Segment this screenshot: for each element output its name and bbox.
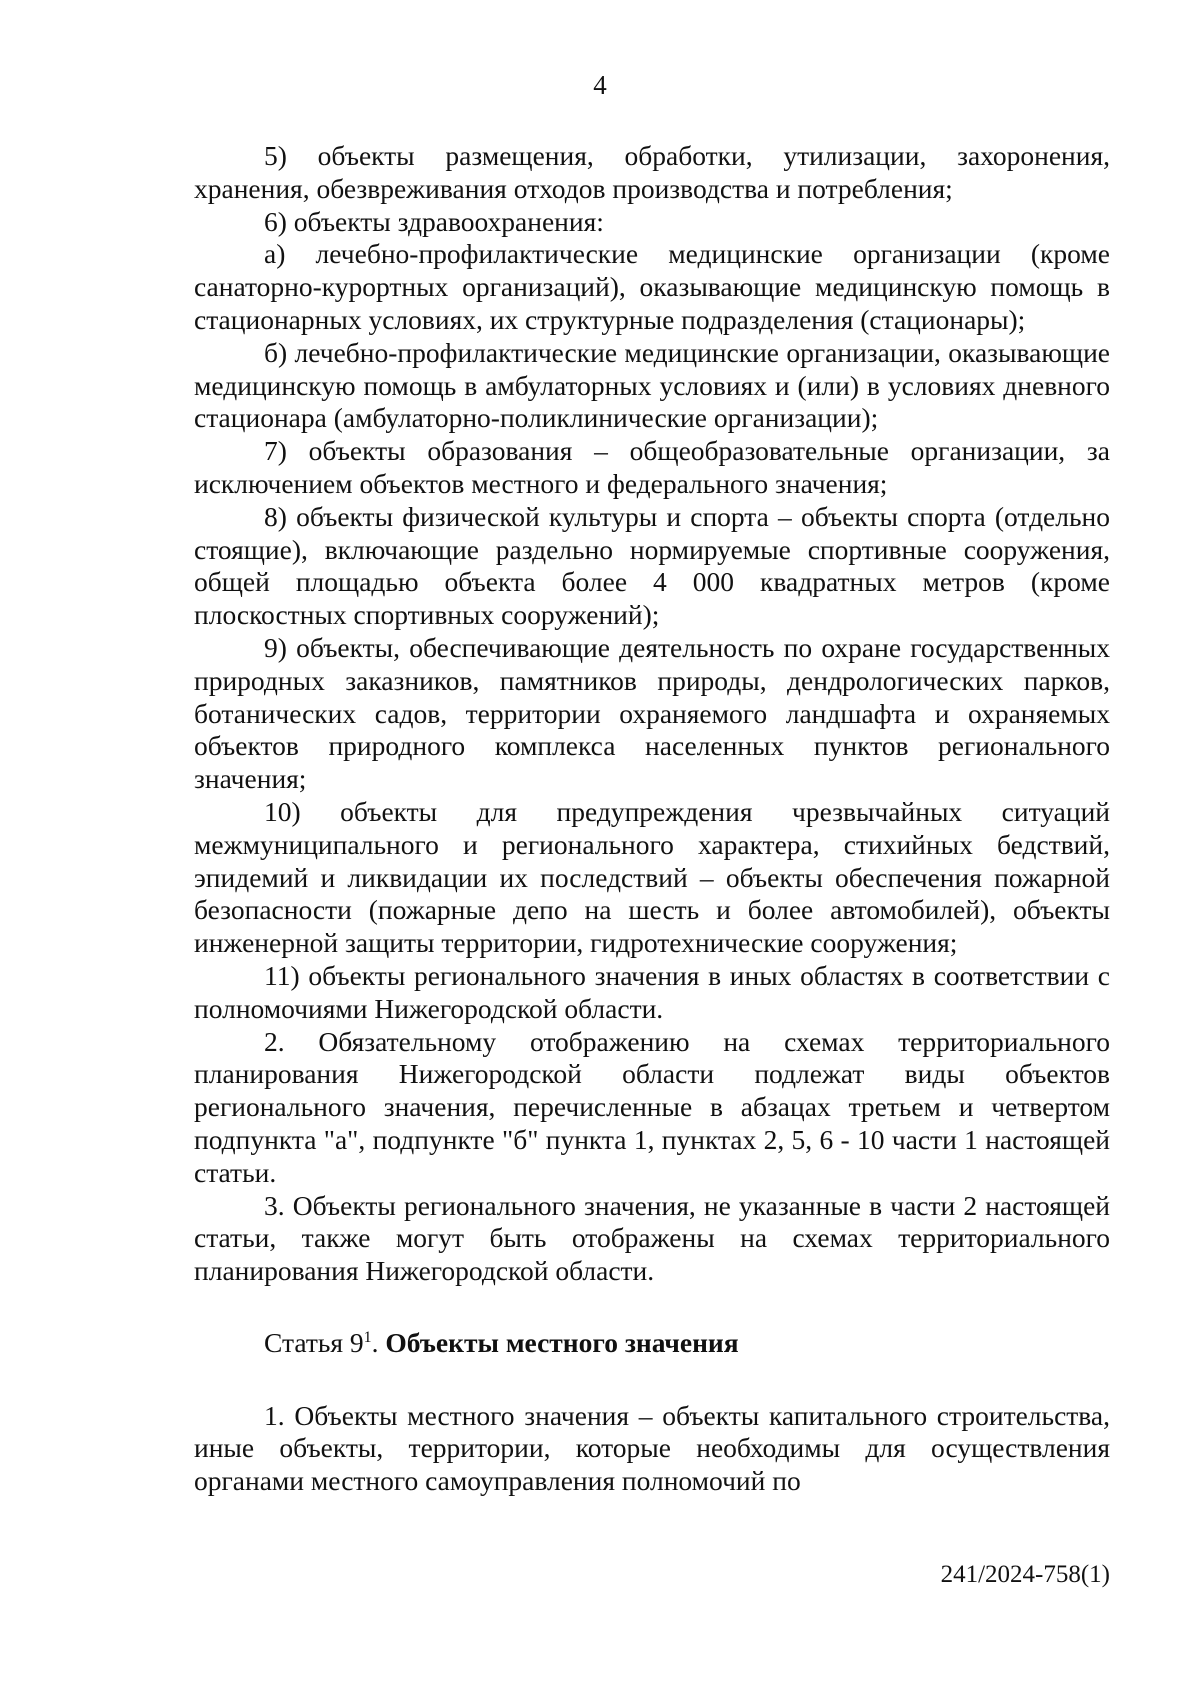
paragraph-item-11: 11) объекты регионального значения в иных областях в соответствии с полномочиями Нижегородской области. bbox=[194, 959, 1110, 1024]
paragraph-item-6: 6) объекты здравоохранения: bbox=[264, 205, 604, 237]
paragraph-item-6a: а) лечебно-профилактические медицинские организации (кроме санаторно-курортных организаций), оказывающие медицинскую помощь в стационарных условиях, их структурные подразделения (стационары); bbox=[194, 238, 1110, 335]
paragraph-item-9: 9) объекты, обеспечивающие деятельность по охране государственных природных заказников, памятников природы, дендрологических парков, ботанических садов, территории охраняемого ландшафта и охраняемых объектов природного комплекса населенных пунктов регионального значения; bbox=[194, 631, 1110, 795]
document-body bbox=[194, 140, 1110, 1498]
article-title: Объекты местного значения bbox=[385, 1326, 739, 1358]
paragraph-part-2: 2. Обязательному отображению на схемах территориального планирования Нижегородской области подлежат виды объектов регионального значения, перечисленные в абзацах третьем и четвертом подпункта "а", подпункте "б" пункта 1, пунктах 2, 5, 6 - 10 части 1 настоящей статьи. bbox=[194, 1025, 1110, 1188]
article-paragraph-1: 1. Объекты местного значения – объекты капитального строительства, иные объекты, территории, которые необходимы для осуществления органами местного самоуправления полномочий по bbox=[194, 1399, 1110, 1497]
article-heading bbox=[194, 1288, 1110, 1400]
paragraph-item-5: 5) объекты размещения, обработки, утилизации, захоронения, хранения, обезвреживания отходов производства и потребления; bbox=[194, 140, 1110, 204]
article-prefix: Статья 9 bbox=[264, 1326, 364, 1358]
article-separator: . bbox=[371, 1326, 379, 1358]
paragraph-item-8: 8) объекты физической культуры и спорта – объекты спорта (отдельно стоящие), включающие раздельно нормируемые спортивные сооружения, общей площадью объекта более 4 000 квадратных метров (кроме плоскостных спортивных сооружений); bbox=[194, 500, 1110, 631]
document-number: 241/2024-758(1) bbox=[940, 1561, 1110, 1588]
page-number: 4 bbox=[593, 70, 607, 100]
paragraph-part-3: 3. Объекты регионального значения, не указанные в части 2 настоящей статьи, также могут быть отображены на схемах территориального планирования Нижегородской области. bbox=[194, 1189, 1110, 1287]
paragraph-item-10: 10) объекты для предупреждения чрезвычайных ситуаций межмуниципального и регионального характера, стихийных бедствий, эпидемий и ликвидации их последствий – объекты обеспечения пожарной безопасности (пожарные депо на шесть и более автомобилей), объекты инженерной защиты территории, гидротехнические сооружения; bbox=[194, 795, 1110, 959]
paragraph-item-6b: б) лечебно-профилактические медицинские организации, оказывающие медицинскую помощь в амбулаторных условиях и (или) в условиях дневного стационара (амбулаторно-поликлинические организации); bbox=[194, 336, 1110, 434]
article-superscript: 1 bbox=[363, 1328, 372, 1346]
paragraph-item-7: 7) объекты образования – общеобразовательные организации, за исключением объектов местного и федерального значения; bbox=[194, 435, 1110, 499]
